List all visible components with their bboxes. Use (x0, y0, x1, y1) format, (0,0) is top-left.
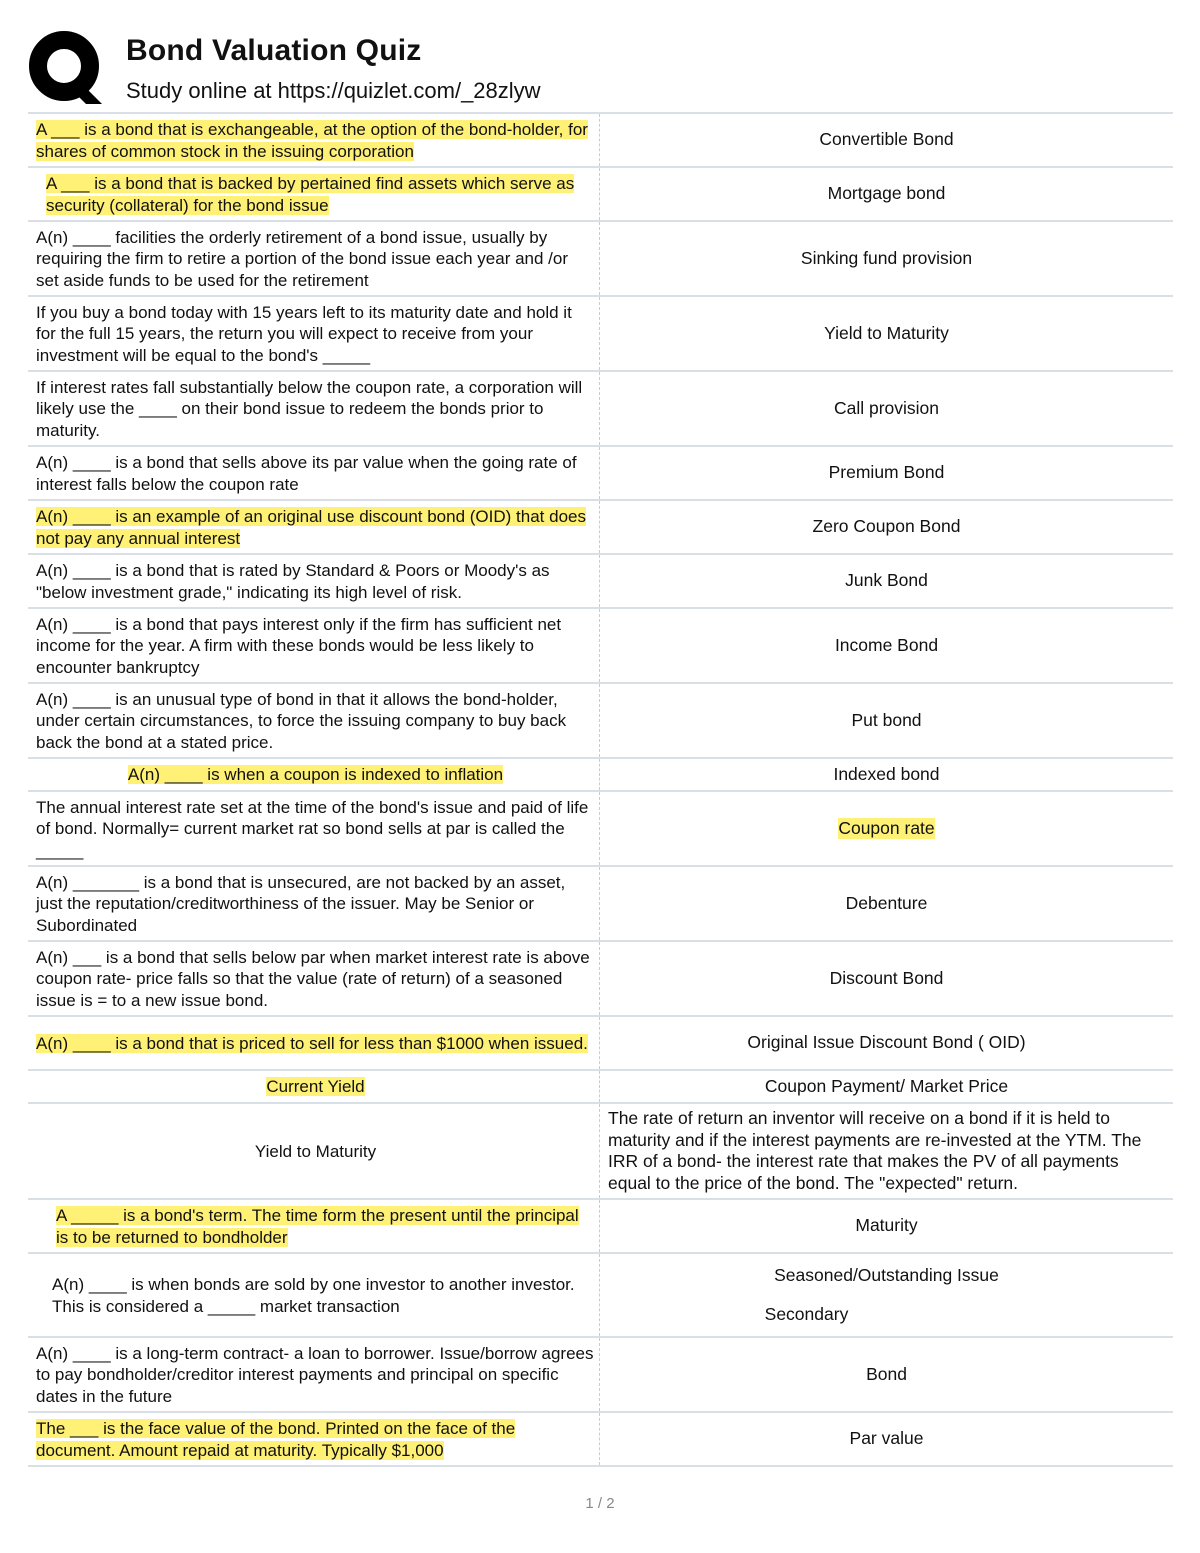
answer-cell: Debenture (845, 892, 928, 913)
answer-cell: Junk Bond (845, 570, 928, 591)
page-header (28, 28, 1178, 108)
answer-cell: Coupon rate (838, 817, 935, 838)
answer-cell: Sinking fund provision (800, 247, 973, 268)
answer-cell: Call provision (833, 397, 940, 418)
study-link[interactable]: Study online at https://quizlet.com/_28zlyw (126, 78, 541, 103)
question-cell: A(n) ____ is an unusual type of bond in that it allows the bond-holder, under certain circumstances, to force the issuing company to buy back back the bond at a stated price. (28, 684, 600, 757)
answer-cell: Yield to Maturity (824, 322, 949, 343)
card-row (28, 1338, 1173, 1413)
answer-cell: Bond (866, 1363, 907, 1384)
question-cell: A(n) ____ is an example of an original use discount bond (OID) that does not pay any annual interest (28, 501, 600, 553)
card-row (28, 372, 1173, 447)
card-row (28, 501, 1173, 555)
question-cell: A(n) ____ is a bond that pays interest only if the firm has sufficient net income for the year. A firm with these bonds would be less likely to encounter bankruptcy (28, 609, 600, 682)
card-row (28, 867, 1173, 942)
question-cell: If interest rates fall substantially below the coupon rate, a corporation will likely use the ____ on their bond issue to redeem the bonds prior to maturity. (28, 372, 600, 445)
card-row (28, 1413, 1173, 1467)
question-cell: A(n) ____ is when a coupon is indexed to inflation (28, 759, 600, 790)
card-row (28, 684, 1173, 759)
page-number: 1 / 2 (585, 1495, 615, 1512)
card-row (28, 555, 1173, 609)
answer-cell (600, 1254, 1173, 1336)
question-cell: The ___ is the face value of the bond. Printed on the face of the document. Amount repaid at maturity. Typically $1,000 (28, 1413, 600, 1465)
card-row (28, 942, 1173, 1017)
question-cell: A _____ is a bond's term. The time form the present until the principal is to be returned to bondholder (28, 1200, 600, 1252)
question-cell: If you buy a bond today with 15 years left to its maturity date and hold it for the full 15 years, the return you will expect to receive from your investment will be equal to the bond's _____ (28, 297, 600, 370)
card-row (28, 759, 1173, 792)
question-cell: A(n) ____ is a bond that sells above its par value when the going rate of interest falls below the coupon rate (28, 447, 600, 499)
question-cell: A(n) ____ is a bond that is priced to sell for less than $1000 when issued. (28, 1017, 600, 1069)
question-cell: A ___ is a bond that is backed by pertained find assets which serve as security (collateral) for the bond issue (28, 168, 600, 220)
answer-cell: Discount Bond (829, 967, 944, 988)
question-cell: A(n) ____ facilities the orderly retirement of a bond issue, usually by requiring the firm to retire a portion of the bond issue each year and /or set aside funds to be used for the retirement (28, 222, 600, 295)
card-row (28, 1200, 1173, 1254)
question-cell: Current Yield (28, 1071, 600, 1102)
question-cell: A(n) ___ is a bond that sells below par when market interest rate is above coupon rate- price falls so that the value (rate of return) of a seasoned issue is = to a new issue bond. (28, 942, 600, 1015)
question-cell: A(n) ____ is a bond that is rated by Standard & Poors or Moody's as "below investment grade," indicating its high level of risk. (28, 555, 600, 607)
answer-cell: Zero Coupon Bond (812, 516, 961, 537)
question-cell: Yield to Maturity (28, 1104, 600, 1198)
card-row (28, 609, 1173, 684)
card-row (28, 168, 1173, 222)
flashcard-table (28, 112, 1173, 1467)
question-cell: A ___ is a bond that is exchangeable, at the option of the bond-holder, for shares of common stock in the issuing corporation (28, 114, 600, 166)
answer-cell: Convertible Bond (819, 129, 954, 150)
card-row (28, 114, 1173, 168)
answer-cell: Coupon Payment/ Market Price (764, 1075, 1009, 1096)
card-row (28, 297, 1173, 372)
card-row (28, 1071, 1173, 1104)
card-row (28, 792, 1173, 867)
answer-line-1: Seasoned/Outstanding Issue (774, 1264, 999, 1285)
card-row (28, 1104, 1173, 1200)
answer-line-2: Secondary (764, 1304, 849, 1324)
card-row (28, 1254, 1173, 1338)
card-row (28, 222, 1173, 297)
answer-cell: Indexed bond (833, 763, 940, 784)
answer-cell: Premium Bond (828, 462, 945, 483)
answer-cell: Income Bond (834, 634, 939, 655)
answer-cell: The rate of return an inventor will receive on a bond if it is held to maturity and if the interest payments are re-invested at the YTM. The IRR of a bond- the interest rate that makes the PV of all payments equal to the price of the bond. The "expected" return. (608, 1108, 1142, 1193)
answer-cell: Put bond (851, 709, 922, 730)
card-row (28, 447, 1173, 501)
answer-cell: Mortgage bond (827, 183, 946, 204)
quizlet-logo-icon (28, 28, 108, 108)
question-cell: A(n) ____ is when bonds are sold by one investor to another investor. This is considered a _____ market transaction (28, 1254, 600, 1336)
question-cell: The annual interest rate set at the time of the bond's issue and paid of life of bond. Normally= current market rat so bond sells at par is called the _____ (28, 792, 600, 865)
answer-cell: Maturity (855, 1215, 918, 1236)
question-cell: A(n) ____ is a long-term contract- a loan to borrower. Issue/borrow agrees to pay bondholder/creditor interest payments and principal on specific dates in the future (28, 1338, 600, 1411)
page-title: Bond Valuation Quiz (126, 34, 422, 67)
card-row (28, 1017, 1173, 1071)
answer-cell: Original Issue Discount Bond ( OID) (747, 1032, 1026, 1053)
answer-cell: Par value (849, 1428, 924, 1449)
question-cell: A(n) _______ is a bond that is unsecured, are not backed by an asset, just the reputation/creditworthiness of the issuer. May be Senior or Subordinated (28, 867, 600, 940)
